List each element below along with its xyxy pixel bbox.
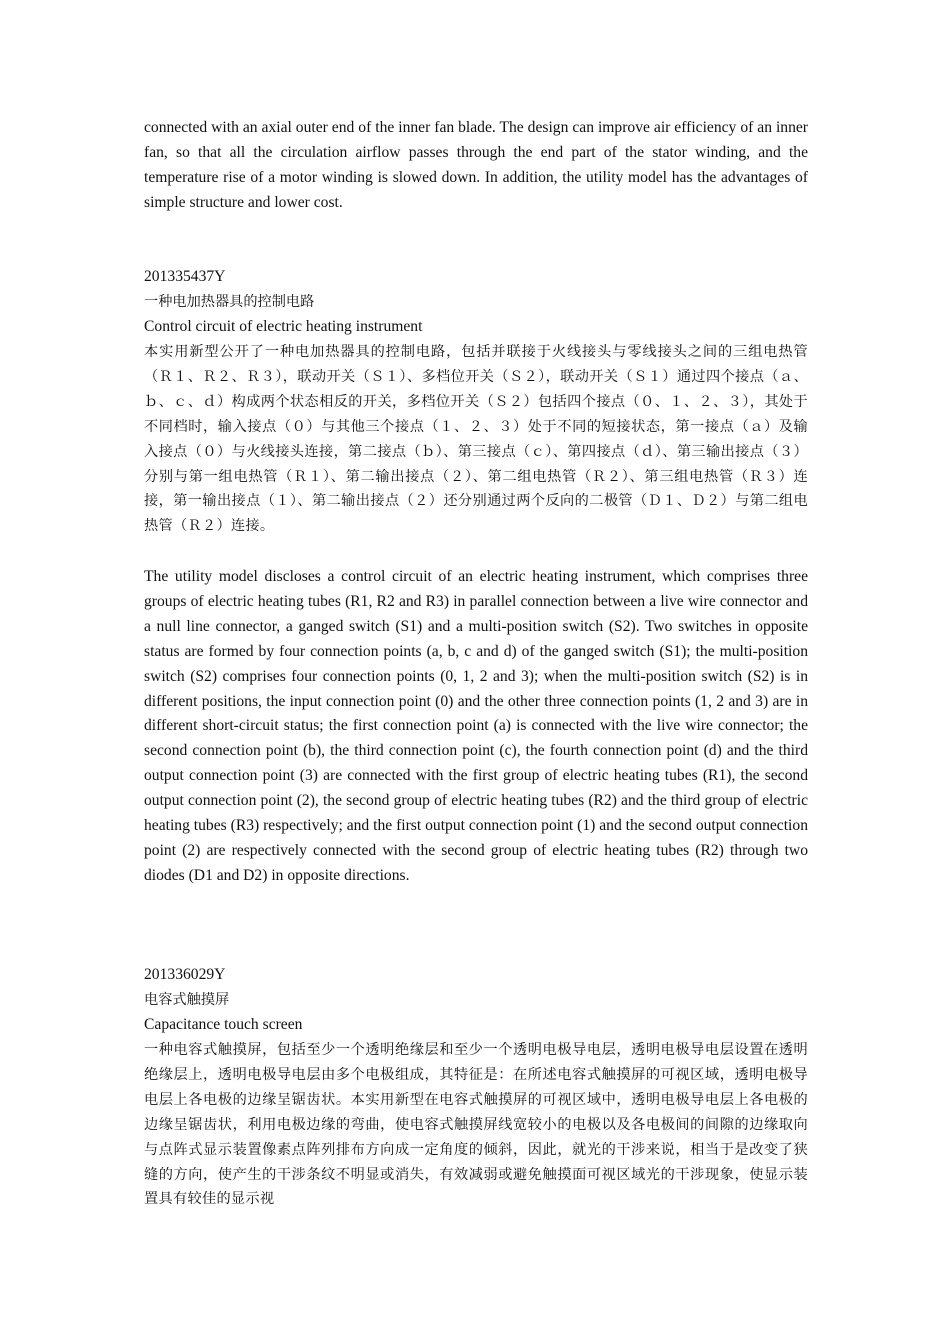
entry-title-en: Capacitance touch screen <box>144 1016 303 1033</box>
entry-title-zh: 一种电加热器具的控制电路 <box>144 294 315 310</box>
entry-number: 201335437Y <box>144 268 226 285</box>
continuation-abstract-en: connected with an axial outer end of the inner fan blade. The design can improve air efficiency of an inner fan, so that all the circulation airflow passes through the end part of the stator winding, and the temperature rise of a motor winding is slowed down. In addition, the utility model has the advantages of simple structure and lower cost. <box>144 119 808 211</box>
entry-abstract-zh: 本实用新型公开了一种电加热器具的控制电路，包括并联接于火线接头与零线接头之间的三组电热管（Ｒ１、Ｒ２、Ｒ３），联动开关（Ｓ１）、多档位开关（Ｓ２），联动开关（Ｓ１）通过四个接点（ａ、ｂ、ｃ、ｄ）构成两个状态相反的开关，多档位开关（Ｓ２）包括四个接点（０、１、２、３），其处于不同档时，输入接点（０）与其他三个接点（１、２、３）处于不同的短接状态，第一接点（ａ）及输入接点（０）与火线接头连接，第二接点（ｂ）、第三接点（ｃ）、第四接点（ｄ）、第三输出接点（３）分别与第一组电热管（Ｒ１）、第二输出接点（２）、第二组电热管（Ｒ２）、第三组电热管（Ｒ３）连接，第一输出接点（１）、第二输出接点（２）还分别通过两个反向的二极管（Ｄ１、Ｄ２）与第二组电热管（Ｒ２）连接。 <box>144 344 808 535</box>
entry-abstract-en: The utility model discloses a control circuit of an electric heating instrument, which comprises three groups of electric heating tubes (R1, R2 and R3) in parallel connection between a live wire connector and a null line connector, a ganged switch (S1) and a multi-position switch (S2). Two switches in opposite status are formed by four connection points (a, b, c and d) of the ganged switch (S1); the multi-position switch (S2) comprises four connection points (0, 1, 2 and 3); when the multi-position switch (S2) is in different positions, the input connection point (0) and the other three connection points (1, 2 and 3) are in different short-circuit status; the first connection point (a) is connected with the live wire connector; the second connection point (b), the third connection point (c), the fourth connection point (d) and the third output connection point (3) are connected with the first group of electric heating tubes (R1), the second output connection point (2), the second group of electric heating tubes (R2) and the third group of electric heating tubes (R3) respectively; and the first output connection point (1) and the second output connection point (2) are respectively connected with the second group of electric heating tubes (R2) through two diodes (D1 and D2) in opposite directions. <box>144 568 808 884</box>
entry-title-zh: 电容式触摸屏 <box>144 992 230 1008</box>
entry-title-en: Control circuit of electric heating instrument <box>144 318 423 335</box>
entry-abstract-zh: 一种电容式触摸屏，包括至少一个透明绝缘层和至少一个透明电极导电层，透明电极导电层设置在透明绝缘层上，透明电极导电层由多个电极组成，其特征是：在所述电容式触摸屏的可视区域，透明电极导电层上各电极的边缘呈锯齿状。本实用新型在电容式触摸屏的可视区域中，透明电极导电层上各电极的边缘呈锯齿状，利用电极边缘的弯曲，使电容式触摸屏线宽较小的电极以及各电极间的间隙的边缘取向与点阵式显示装置像素点阵列排布方向成一定角度的倾斜，因此，就光的干涉来说，相当于是改变了狭缝的方向，使产生的干涉条纹不明显或消失，有效减弱或避免触摸面可视区域光的干涉现象，使显示装置具有较佳的显示视 <box>144 1042 808 1208</box>
entry-number: 201336029Y <box>144 966 226 983</box>
